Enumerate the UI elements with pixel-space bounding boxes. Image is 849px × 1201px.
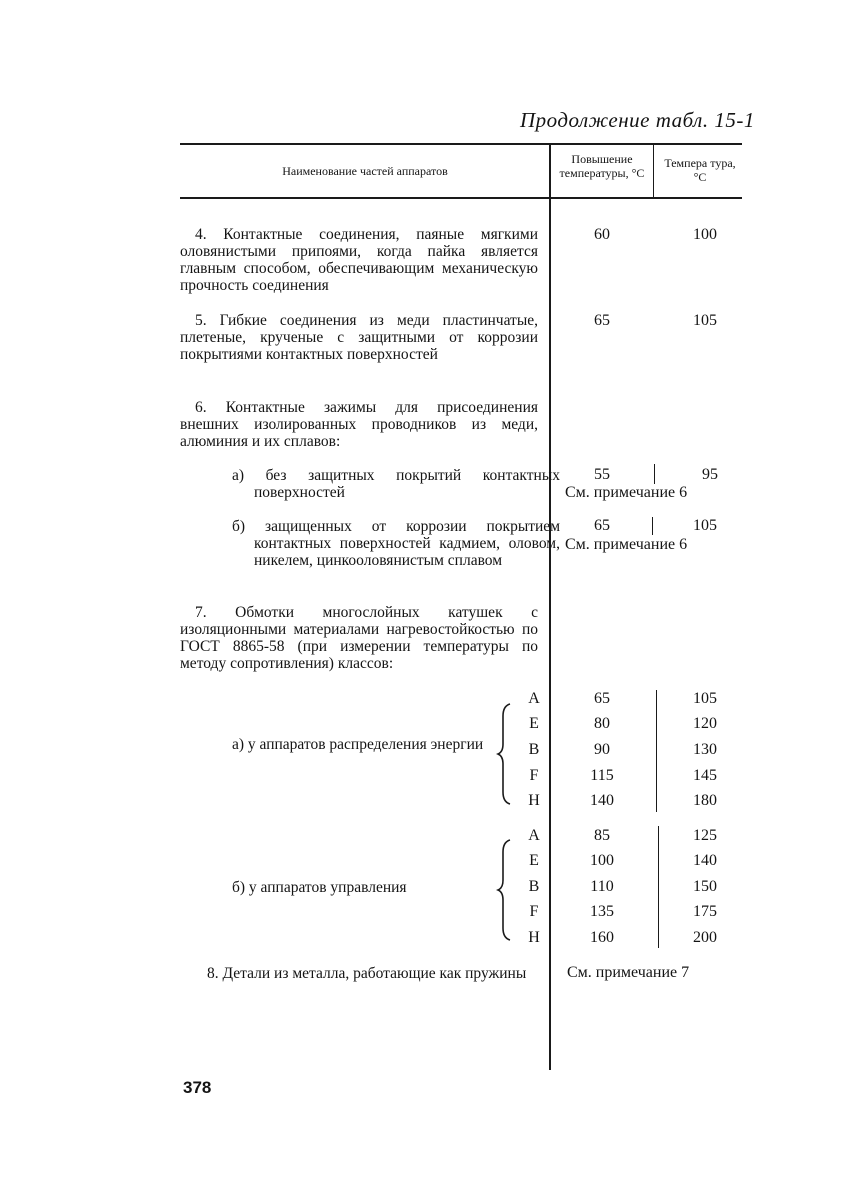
row-6a-note: См. примечание 6: [565, 484, 688, 501]
row-6-text: 6. Контактные зажимы для присоединения внешних изолированных проводников из меди, алюминия и их сплавов:: [180, 399, 538, 450]
table-top-rule: [180, 143, 742, 145]
row-4-temp: 100: [693, 226, 717, 243]
header-part-name: Наименование частей аппаратов: [282, 164, 448, 178]
row-7a-rise: 65: [594, 690, 610, 707]
class-label: B: [528, 878, 540, 895]
row-6a-text: а) без защитных покрытий контактных поверхностей: [232, 467, 560, 501]
class-label: E: [529, 852, 539, 869]
row-7b-temp: 140: [693, 852, 717, 869]
row-5-text: 5. Гибкие соединения из меди пластинчатые, плетеные, крученые с защитными от коррозии покрытиями контактных поверхностей: [180, 312, 538, 363]
row-4-text: 4. Контактные соединения, паяные мягкими оловянистыми припоями, когда пайка является главным способом, обеспечивающим механическую прочность соединения: [180, 226, 538, 294]
row-7a-temp: 180: [693, 792, 717, 809]
class-label: H: [528, 792, 540, 809]
row-7b-text: б) у аппаратов управления: [232, 879, 407, 896]
class-label: A: [528, 690, 540, 707]
row-7b-temp: 175: [693, 903, 717, 920]
header-bottom-rule: [180, 197, 742, 199]
row-6a-rise: 55: [594, 466, 610, 483]
table-caption: Продолжение табл. 15-1: [520, 108, 755, 132]
group-7a-divider: [656, 690, 657, 812]
class-label: E: [529, 715, 539, 732]
class-label: H: [528, 929, 540, 946]
page-number: 378: [183, 1078, 212, 1097]
row-6a-temp: 95: [702, 466, 718, 483]
class-label: F: [529, 767, 539, 784]
row-7b-rise: 135: [590, 903, 614, 920]
brace-7b: [496, 836, 514, 944]
row-6b-text: б) защищенных от коррозии покрытием контактных поверхностей кадмием, оловом, никелем, цинкооловянистым сплавом: [232, 518, 560, 569]
row-7a-rise: 90: [594, 741, 610, 758]
row-7a-temp: 145: [693, 767, 717, 784]
column-divider-1: [549, 145, 551, 1070]
row-8-text: 8. Детали из металла, работающие как пружины: [207, 965, 527, 982]
class-label: F: [529, 903, 539, 920]
row-8-note: См. примечание 7: [567, 964, 690, 981]
class-label: B: [528, 741, 540, 758]
row-6b-temp: 105: [693, 517, 717, 534]
header-divider-2: [653, 145, 654, 198]
row-6a-divider: [654, 464, 655, 484]
row-6b-divider: [652, 517, 653, 535]
row-7b-rise: 85: [594, 827, 610, 844]
row-7a-rise: 115: [590, 767, 614, 784]
header-temperature: Темпера тура, °С: [664, 156, 736, 184]
group-7b-divider: [658, 826, 659, 948]
row-7a-text: а) у аппаратов распределения энергии: [232, 736, 484, 753]
row-7b-rise: 160: [590, 929, 614, 946]
row-4-rise: 60: [594, 226, 610, 243]
row-7b-rise: 100: [590, 852, 614, 869]
row-7a-temp: 105: [693, 690, 717, 707]
row-7a-rise: 80: [594, 715, 610, 732]
row-7-text: 7. Обмотки многослойных катушек с изоляционными материалами нагревостойкостью по ГОСТ 8865-58 (при измерении температуры по методу сопротивления) классов:: [180, 604, 538, 672]
brace-7a: [496, 700, 514, 808]
row-7b-temp: 125: [693, 827, 717, 844]
row-6b-rise: 65: [594, 517, 610, 534]
row-6b-note: См. примечание 6: [565, 536, 688, 553]
class-label: A: [528, 827, 540, 844]
row-7b-rise: 110: [590, 878, 614, 895]
row-5-rise: 65: [594, 312, 610, 329]
row-7a-rise: 140: [590, 792, 614, 809]
row-7a-temp: 130: [693, 741, 717, 758]
header-temperature-rise: Повышение температуры, °С: [559, 152, 645, 180]
row-7a-temp: 120: [693, 715, 717, 732]
row-7b-temp: 200: [693, 929, 717, 946]
row-5-temp: 105: [693, 312, 717, 329]
row-7b-temp: 150: [693, 878, 717, 895]
